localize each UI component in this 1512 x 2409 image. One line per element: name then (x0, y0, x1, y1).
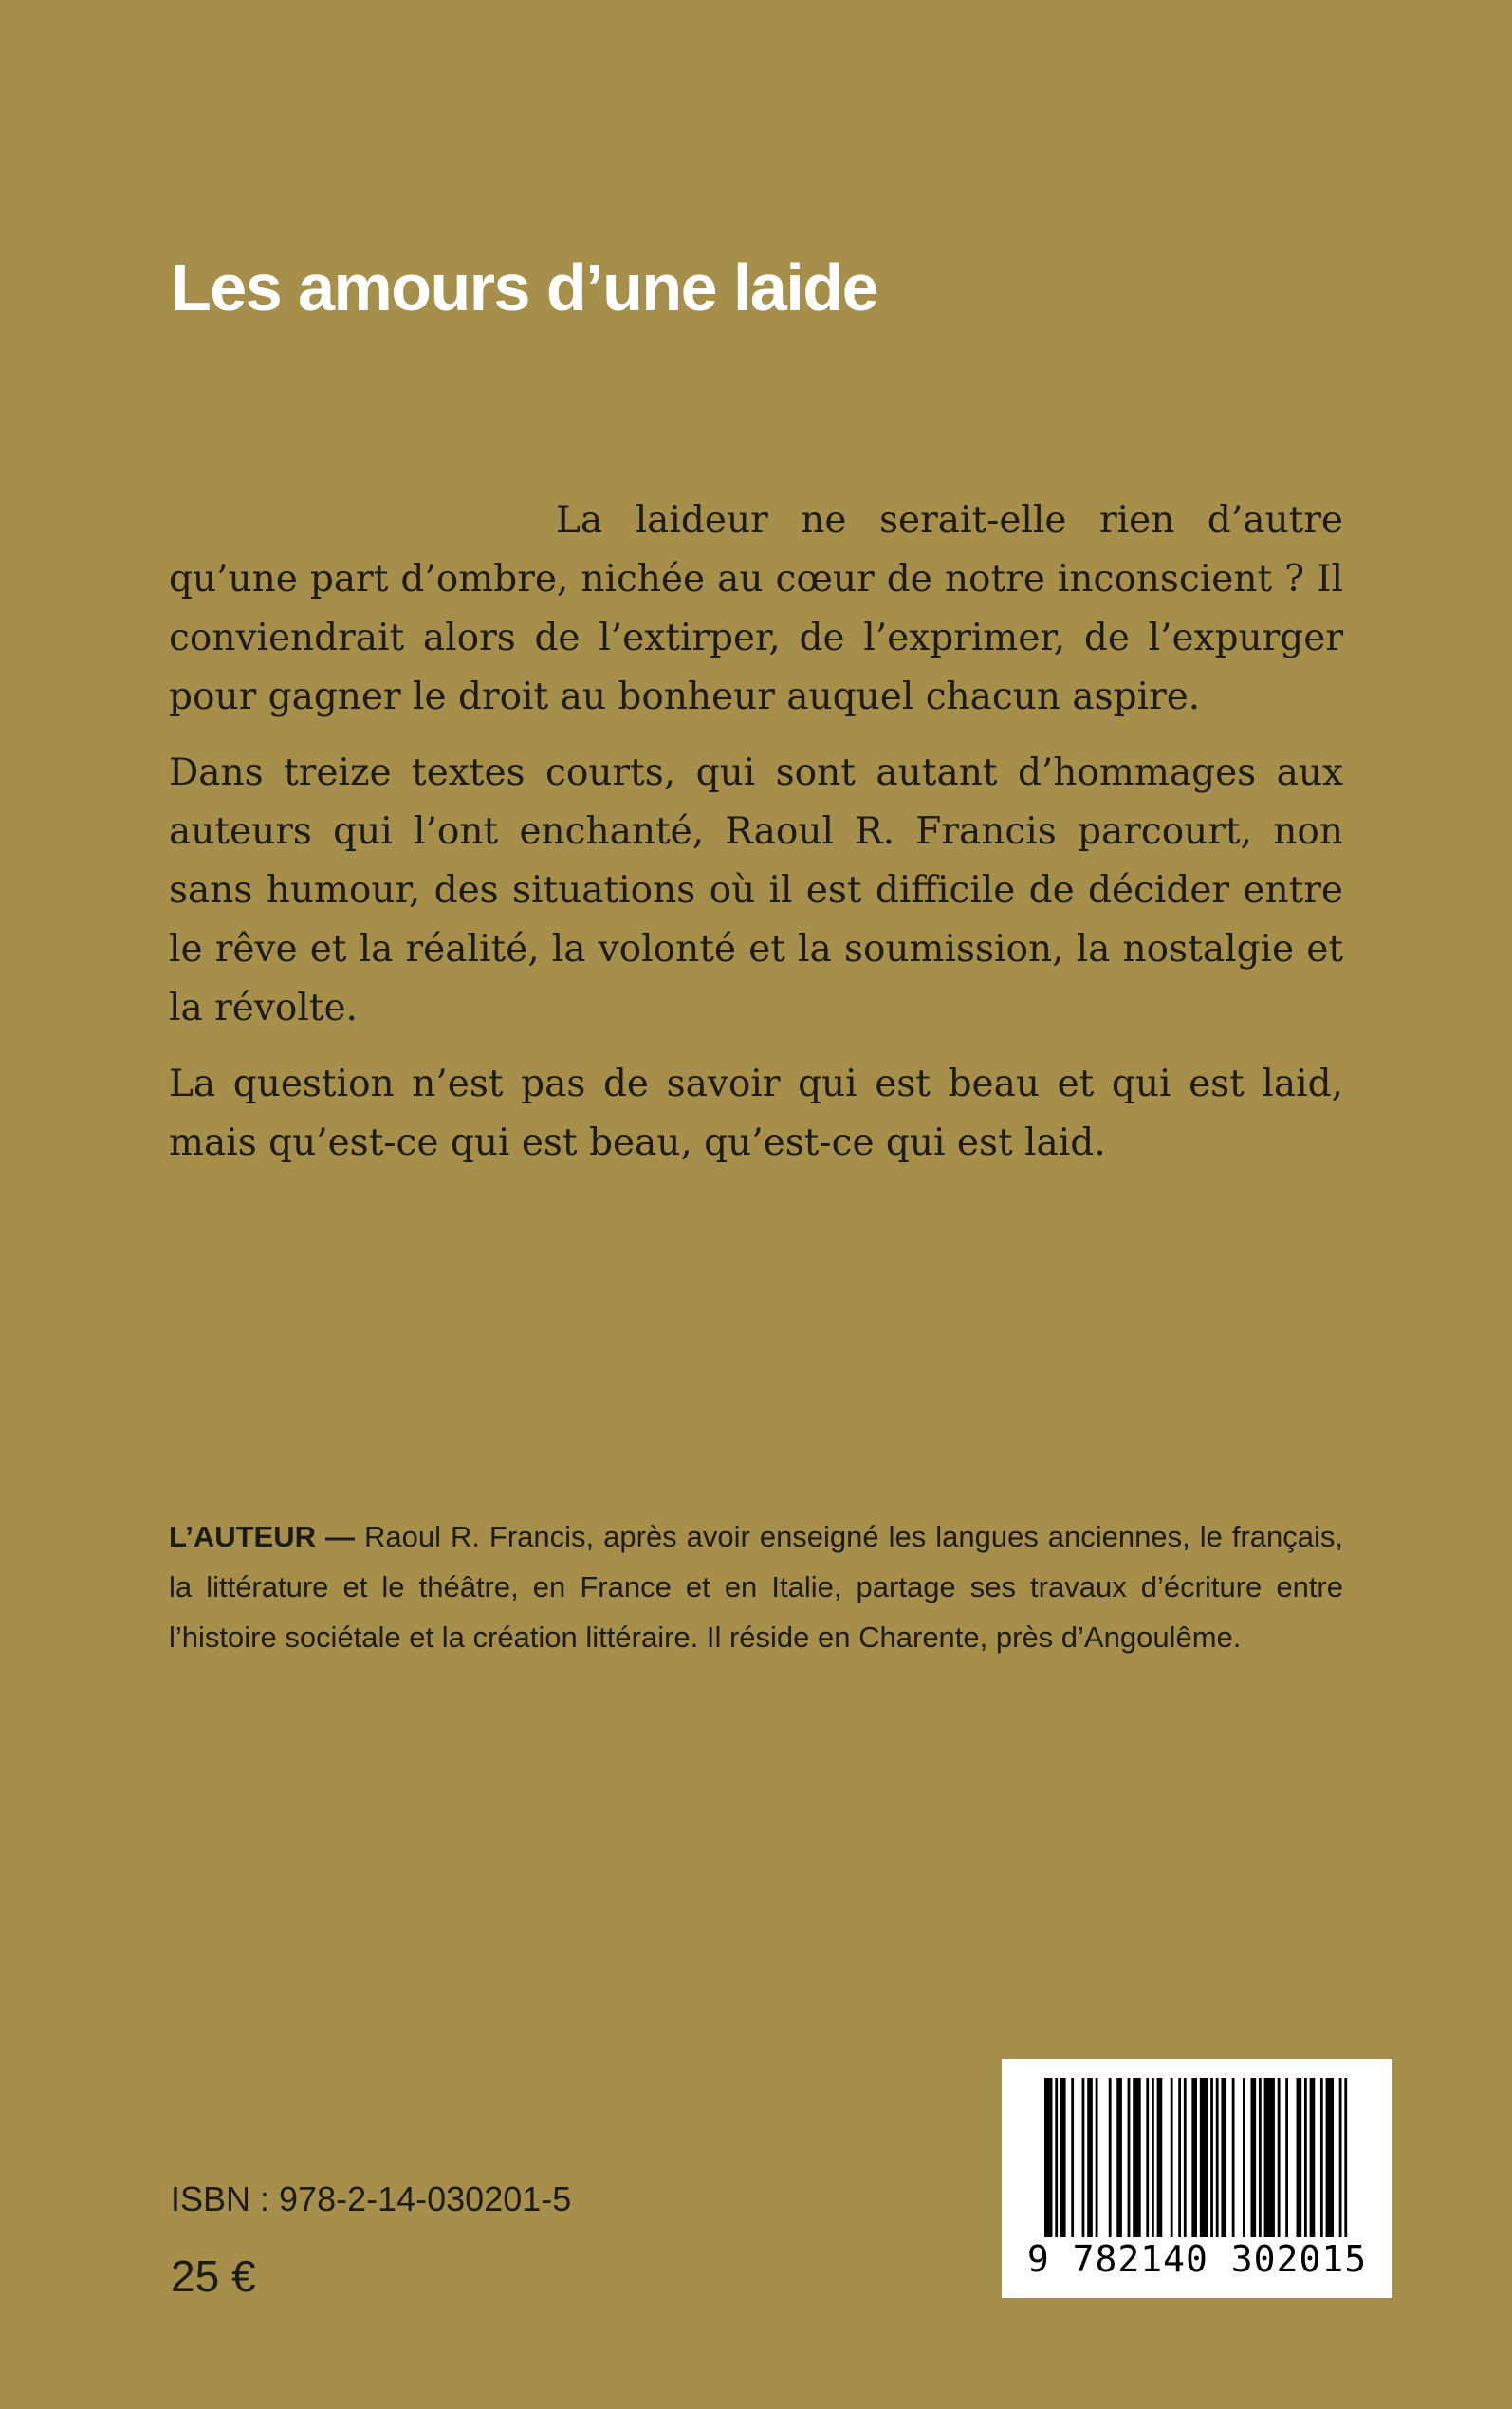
blurb-paragraph: La laideur ne serait-elle rien d’autre qu’une part d’ombre, nichée au cœur de notre inconscient ? Il conviendrait alors de l’extirper, de l’exprimer, de l’expurger pour gagner le droit au bonheur auquel chacun aspire. (169, 499, 1343, 718)
barcode-bars (1044, 2078, 1350, 2237)
barcode-bar (1304, 2078, 1307, 2237)
barcode-bar (1152, 2078, 1154, 2237)
barcode-bar (1128, 2078, 1131, 2237)
barcode-bar (1191, 2078, 1197, 2237)
barcode-bar (1264, 2078, 1275, 2237)
barcode-bar (1210, 2078, 1213, 2237)
barcode-bar (1087, 2078, 1093, 2237)
barcode-bar (1146, 2078, 1149, 2237)
barcode-bar (1060, 2078, 1066, 2237)
barcode-bar (1243, 2078, 1245, 2237)
barcode-bar (1171, 2078, 1173, 2237)
back-cover-blurb (169, 491, 1343, 1190)
barcode-bar (1310, 2078, 1316, 2237)
barcode-bar (1326, 2078, 1334, 2237)
barcode-bar (1116, 2078, 1122, 2237)
price: 25 € (171, 2251, 256, 2301)
barcode-bar (1297, 2078, 1302, 2237)
barcode-bar (1184, 2078, 1187, 2237)
barcode-bar (1259, 2078, 1262, 2237)
barcode-bar (1133, 2078, 1140, 2237)
barcode-bar (1044, 2078, 1052, 2237)
barcode-bar (1096, 2078, 1098, 2237)
barcode-bar (1055, 2078, 1058, 2237)
author-bio-text: Raoul R. Francis, après avoir enseigné les langues anciennes, le français, la littérature et le théâtre, en France et en Italie, partage ses travaux d’écriture entre l’histoire sociétale et la création littéraire. Il réside en Charente, près d’Angoulême. (169, 1520, 1343, 1654)
barcode-digits: 9 782140 302015 (1026, 2238, 1368, 2280)
author-bio (169, 1511, 1343, 1662)
barcode-bar (1344, 2078, 1347, 2237)
blurb-paragraph: La question n’est pas de savoir qui est beau et qui est laid, mais qu’est-ce qui est beau, qu’est-ce qui est laid. (169, 1063, 1343, 1164)
barcode (1002, 2059, 1392, 2298)
barcode-bar (1232, 2078, 1235, 2237)
barcode-bar (1221, 2078, 1226, 2237)
blurb-paragraph: Dans treize textes courts, qui sont autant d’hommages aux auteurs qui l’ont enchanté, Raoul R. Francis parcourt, non sans humour, des situations où il est difficile de décider entre le rêve et la réalité, la volonté et la soumission, la nostalgie et la révolte. (169, 751, 1343, 1029)
barcode-bar (1178, 2078, 1181, 2237)
barcode-bar (1320, 2078, 1323, 2237)
barcode-bar (1250, 2078, 1256, 2237)
barcode-bar (1082, 2078, 1085, 2237)
barcode-bar (1200, 2078, 1208, 2237)
author-label: L’AUTEUR — (169, 1520, 355, 1553)
book-title: Les amours d’une laide (171, 250, 877, 324)
barcode-bar (1216, 2078, 1219, 2237)
barcode-bar (1157, 2078, 1163, 2237)
isbn: ISBN : 978-2-14-030201-5 (171, 2179, 572, 2218)
barcode-bar (1071, 2078, 1074, 2237)
barcode-bar (1339, 2078, 1342, 2237)
barcode-bar (1109, 2078, 1112, 2237)
barcode-bar (1285, 2078, 1288, 2237)
barcode-bar (1278, 2078, 1281, 2237)
